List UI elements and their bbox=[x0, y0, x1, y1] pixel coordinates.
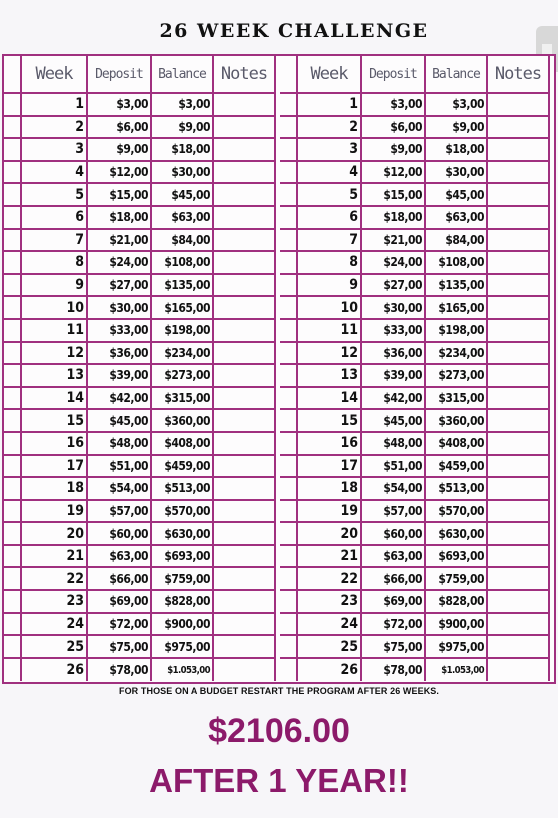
balance-amount: $84,00 bbox=[426, 230, 488, 253]
deposit-amount: $54,00 bbox=[88, 478, 152, 501]
notes-cell bbox=[488, 456, 550, 479]
deposit-amount: $27,00 bbox=[88, 275, 152, 298]
row-gutter bbox=[4, 297, 22, 320]
row-gutter bbox=[4, 117, 22, 140]
notes-cell bbox=[214, 456, 276, 479]
row-gutter bbox=[280, 207, 298, 230]
balance-amount: $759,00 bbox=[152, 568, 214, 591]
notes-cell bbox=[214, 297, 276, 320]
notes-cell bbox=[214, 275, 276, 298]
row-gutter bbox=[4, 252, 22, 275]
week-number: 19 bbox=[22, 501, 88, 524]
deposit-amount: $51,00 bbox=[362, 456, 426, 479]
footnote: FOR THOSE ON A BUDGET RESTART THE PROGRAM AFTER 26 WEEKS. bbox=[118, 686, 440, 696]
row-gutter bbox=[4, 523, 22, 546]
notes-cell bbox=[488, 230, 550, 253]
deposit-amount: $72,00 bbox=[362, 614, 426, 637]
balance-amount: $198,00 bbox=[426, 320, 488, 343]
week-number: 20 bbox=[298, 523, 362, 546]
deposit-amount: $48,00 bbox=[362, 433, 426, 456]
notes-cell bbox=[214, 546, 276, 569]
balance-amount: $30,00 bbox=[152, 162, 214, 185]
row-gutter bbox=[280, 478, 298, 501]
balance-amount: $315,00 bbox=[426, 388, 488, 411]
balance-amount: $108,00 bbox=[426, 252, 488, 275]
week-number: 4 bbox=[22, 162, 88, 185]
deposit-amount: $33,00 bbox=[362, 320, 426, 343]
deposit-amount: $42,00 bbox=[88, 388, 152, 411]
table-right-half bbox=[280, 56, 554, 682]
notes-cell bbox=[214, 139, 276, 162]
deposit-amount: $45,00 bbox=[362, 410, 426, 433]
notes-cell bbox=[488, 591, 550, 614]
notes-cell bbox=[488, 275, 550, 298]
deposit-amount: $60,00 bbox=[88, 523, 152, 546]
week-number: 16 bbox=[298, 433, 362, 456]
week-number: 24 bbox=[298, 614, 362, 637]
row-gutter bbox=[4, 320, 22, 343]
column-header-week: Week bbox=[298, 56, 362, 94]
row-gutter bbox=[4, 343, 22, 366]
notes-cell bbox=[488, 659, 550, 682]
notes-cell bbox=[488, 184, 550, 207]
row-gutter bbox=[4, 614, 22, 637]
week-number: 11 bbox=[298, 320, 362, 343]
week-number: 11 bbox=[22, 320, 88, 343]
week-number: 8 bbox=[22, 252, 88, 275]
balance-amount: $828,00 bbox=[426, 591, 488, 614]
balance-amount: $18,00 bbox=[152, 139, 214, 162]
row-gutter bbox=[280, 343, 298, 366]
week-number: 23 bbox=[298, 591, 362, 614]
balance-amount: $63,00 bbox=[426, 207, 488, 230]
row-gutter bbox=[4, 478, 22, 501]
notes-cell bbox=[488, 207, 550, 230]
notes-cell bbox=[488, 365, 550, 388]
deposit-amount: $12,00 bbox=[88, 162, 152, 185]
notes-cell bbox=[214, 568, 276, 591]
row-gutter bbox=[4, 230, 22, 253]
row-gutter bbox=[280, 388, 298, 411]
notes-cell bbox=[214, 591, 276, 614]
balance-amount: $30,00 bbox=[426, 162, 488, 185]
week-number: 5 bbox=[298, 184, 362, 207]
week-number: 1 bbox=[22, 94, 88, 117]
balance-amount: $3,00 bbox=[152, 94, 214, 117]
week-number: 3 bbox=[298, 139, 362, 162]
notes-cell bbox=[488, 410, 550, 433]
row-gutter bbox=[4, 275, 22, 298]
row-gutter bbox=[4, 456, 22, 479]
balance-amount: $273,00 bbox=[152, 365, 214, 388]
row-gutter bbox=[280, 56, 298, 94]
deposit-amount: $54,00 bbox=[362, 478, 426, 501]
deposit-amount: $63,00 bbox=[88, 546, 152, 569]
notes-cell bbox=[488, 139, 550, 162]
notes-cell bbox=[488, 162, 550, 185]
week-number: 15 bbox=[298, 410, 362, 433]
deposit-amount: $39,00 bbox=[362, 365, 426, 388]
balance-amount: $9,00 bbox=[152, 117, 214, 140]
deposit-amount: $66,00 bbox=[88, 568, 152, 591]
page-title: 26 WEEK CHALLENGE bbox=[159, 20, 429, 42]
week-number: 4 bbox=[298, 162, 362, 185]
row-gutter bbox=[280, 614, 298, 637]
notes-cell bbox=[488, 546, 550, 569]
balance-amount: $45,00 bbox=[152, 184, 214, 207]
column-header-deposit: Deposit bbox=[362, 56, 426, 94]
total-caption: AFTER 1 YEAR!! bbox=[149, 762, 409, 799]
row-gutter bbox=[4, 433, 22, 456]
notes-cell bbox=[214, 636, 276, 659]
row-gutter bbox=[280, 117, 298, 140]
balance-amount: $630,00 bbox=[152, 523, 214, 546]
notes-cell bbox=[488, 636, 550, 659]
week-number: 12 bbox=[22, 343, 88, 366]
balance-amount: $63,00 bbox=[152, 207, 214, 230]
week-number: 23 bbox=[22, 591, 88, 614]
notes-cell bbox=[488, 297, 550, 320]
week-number: 6 bbox=[22, 207, 88, 230]
week-number: 1 bbox=[298, 94, 362, 117]
deposit-amount: $57,00 bbox=[362, 501, 426, 524]
row-gutter bbox=[280, 433, 298, 456]
week-number: 5 bbox=[22, 184, 88, 207]
deposit-amount: $18,00 bbox=[88, 207, 152, 230]
notes-cell bbox=[488, 614, 550, 637]
balance-amount: $273,00 bbox=[426, 365, 488, 388]
balance-amount: $234,00 bbox=[152, 343, 214, 366]
week-number: 20 bbox=[22, 523, 88, 546]
row-gutter bbox=[280, 636, 298, 659]
deposit-amount: $27,00 bbox=[362, 275, 426, 298]
week-number: 21 bbox=[22, 546, 88, 569]
row-gutter bbox=[280, 184, 298, 207]
row-gutter bbox=[280, 659, 298, 682]
week-number: 13 bbox=[22, 365, 88, 388]
week-number: 26 bbox=[298, 659, 362, 682]
balance-amount: $693,00 bbox=[426, 546, 488, 569]
notes-cell bbox=[214, 659, 276, 682]
notes-cell bbox=[214, 252, 276, 275]
balance-amount: $570,00 bbox=[152, 501, 214, 524]
deposit-amount: $18,00 bbox=[362, 207, 426, 230]
balance-amount: $1.053,00 bbox=[426, 659, 488, 682]
notes-cell bbox=[214, 388, 276, 411]
notes-cell bbox=[214, 162, 276, 185]
week-number: 9 bbox=[22, 275, 88, 298]
row-gutter bbox=[280, 297, 298, 320]
balance-amount: $828,00 bbox=[152, 591, 214, 614]
balance-amount: $108,00 bbox=[152, 252, 214, 275]
deposit-amount: $63,00 bbox=[362, 546, 426, 569]
balance-amount: $198,00 bbox=[152, 320, 214, 343]
week-number: 13 bbox=[298, 365, 362, 388]
balance-amount: $900,00 bbox=[426, 614, 488, 637]
deposit-amount: $51,00 bbox=[88, 456, 152, 479]
notes-cell bbox=[214, 94, 276, 117]
deposit-amount: $66,00 bbox=[362, 568, 426, 591]
balance-amount: $45,00 bbox=[426, 184, 488, 207]
deposit-amount: $15,00 bbox=[362, 184, 426, 207]
row-gutter bbox=[4, 591, 22, 614]
row-gutter bbox=[4, 410, 22, 433]
deposit-amount: $21,00 bbox=[362, 230, 426, 253]
deposit-amount: $24,00 bbox=[88, 252, 152, 275]
balance-amount: $408,00 bbox=[426, 433, 488, 456]
balance-amount: $975,00 bbox=[152, 636, 214, 659]
week-number: 2 bbox=[298, 117, 362, 140]
deposit-amount: $39,00 bbox=[88, 365, 152, 388]
balance-amount: $459,00 bbox=[152, 456, 214, 479]
deposit-amount: $21,00 bbox=[88, 230, 152, 253]
week-number: 17 bbox=[298, 456, 362, 479]
row-gutter bbox=[280, 591, 298, 614]
row-gutter bbox=[4, 636, 22, 659]
week-number: 7 bbox=[298, 230, 362, 253]
balance-amount: $459,00 bbox=[426, 456, 488, 479]
week-number: 18 bbox=[298, 478, 362, 501]
deposit-amount: $60,00 bbox=[362, 523, 426, 546]
balance-amount: $759,00 bbox=[426, 568, 488, 591]
balance-amount: $9,00 bbox=[426, 117, 488, 140]
notes-cell bbox=[214, 501, 276, 524]
notes-cell bbox=[214, 478, 276, 501]
row-gutter bbox=[4, 659, 22, 682]
deposit-amount: $15,00 bbox=[88, 184, 152, 207]
balance-amount: $513,00 bbox=[426, 478, 488, 501]
deposit-amount: $3,00 bbox=[362, 94, 426, 117]
balance-amount: $693,00 bbox=[152, 546, 214, 569]
balance-amount: $570,00 bbox=[426, 501, 488, 524]
deposit-amount: $33,00 bbox=[88, 320, 152, 343]
balance-amount: $975,00 bbox=[426, 636, 488, 659]
week-number: 6 bbox=[298, 207, 362, 230]
deposit-amount: $9,00 bbox=[362, 139, 426, 162]
notes-cell bbox=[214, 523, 276, 546]
notes-cell bbox=[214, 365, 276, 388]
row-gutter bbox=[4, 207, 22, 230]
week-number: 24 bbox=[22, 614, 88, 637]
notes-cell bbox=[488, 523, 550, 546]
row-gutter bbox=[280, 365, 298, 388]
week-number: 14 bbox=[298, 388, 362, 411]
row-gutter bbox=[280, 523, 298, 546]
row-gutter bbox=[4, 162, 22, 185]
balance-amount: $513,00 bbox=[152, 478, 214, 501]
deposit-amount: $36,00 bbox=[362, 343, 426, 366]
notes-cell bbox=[488, 568, 550, 591]
deposit-amount: $78,00 bbox=[88, 659, 152, 682]
balance-amount: $165,00 bbox=[152, 297, 214, 320]
challenge-table bbox=[2, 54, 556, 684]
week-number: 18 bbox=[22, 478, 88, 501]
deposit-amount: $72,00 bbox=[88, 614, 152, 637]
balance-amount: $135,00 bbox=[426, 275, 488, 298]
balance-amount: $234,00 bbox=[426, 343, 488, 366]
row-gutter bbox=[280, 252, 298, 275]
week-number: 25 bbox=[22, 636, 88, 659]
deposit-amount: $57,00 bbox=[88, 501, 152, 524]
deposit-amount: $45,00 bbox=[88, 410, 152, 433]
deposit-amount: $78,00 bbox=[362, 659, 426, 682]
row-gutter bbox=[280, 275, 298, 298]
notes-cell bbox=[214, 614, 276, 637]
row-gutter bbox=[4, 501, 22, 524]
row-gutter bbox=[4, 139, 22, 162]
deposit-amount: $48,00 bbox=[88, 433, 152, 456]
week-number: 21 bbox=[298, 546, 362, 569]
balance-amount: $360,00 bbox=[426, 410, 488, 433]
balance-amount: $360,00 bbox=[152, 410, 214, 433]
notes-cell bbox=[214, 184, 276, 207]
row-gutter bbox=[280, 410, 298, 433]
row-gutter bbox=[4, 388, 22, 411]
notes-cell bbox=[214, 117, 276, 140]
week-number: 14 bbox=[22, 388, 88, 411]
balance-amount: $3,00 bbox=[426, 94, 488, 117]
balance-amount: $1.053,00 bbox=[152, 659, 214, 682]
notes-cell bbox=[488, 388, 550, 411]
row-gutter bbox=[280, 162, 298, 185]
week-number: 2 bbox=[22, 117, 88, 140]
row-gutter bbox=[4, 365, 22, 388]
column-header-notes: Notes bbox=[488, 56, 550, 94]
balance-amount: $315,00 bbox=[152, 388, 214, 411]
row-gutter bbox=[280, 546, 298, 569]
deposit-amount: $75,00 bbox=[362, 636, 426, 659]
deposit-amount: $24,00 bbox=[362, 252, 426, 275]
column-header-notes: Notes bbox=[214, 56, 276, 94]
column-header-deposit: Deposit bbox=[88, 56, 152, 94]
row-gutter bbox=[280, 94, 298, 117]
notes-cell bbox=[214, 320, 276, 343]
balance-amount: $84,00 bbox=[152, 230, 214, 253]
balance-amount: $900,00 bbox=[152, 614, 214, 637]
row-gutter bbox=[280, 456, 298, 479]
deposit-amount: $30,00 bbox=[362, 297, 426, 320]
notes-cell bbox=[488, 252, 550, 275]
row-gutter bbox=[4, 94, 22, 117]
week-number: 10 bbox=[298, 297, 362, 320]
week-number: 7 bbox=[22, 230, 88, 253]
deposit-amount: $30,00 bbox=[88, 297, 152, 320]
column-header-balance: Balance bbox=[426, 56, 488, 94]
deposit-amount: $75,00 bbox=[88, 636, 152, 659]
deposit-amount: $9,00 bbox=[88, 139, 152, 162]
notes-cell bbox=[488, 94, 550, 117]
deposit-amount: $69,00 bbox=[362, 591, 426, 614]
deposit-amount: $12,00 bbox=[362, 162, 426, 185]
column-header-balance: Balance bbox=[152, 56, 214, 94]
deposit-amount: $3,00 bbox=[88, 94, 152, 117]
balance-amount: $630,00 bbox=[426, 523, 488, 546]
total-amount: $2106.00 bbox=[208, 712, 350, 750]
week-number: 8 bbox=[298, 252, 362, 275]
deposit-amount: $6,00 bbox=[88, 117, 152, 140]
balance-amount: $165,00 bbox=[426, 297, 488, 320]
row-gutter bbox=[4, 568, 22, 591]
deposit-amount: $69,00 bbox=[88, 591, 152, 614]
row-gutter bbox=[4, 546, 22, 569]
notes-cell bbox=[488, 433, 550, 456]
balance-amount: $18,00 bbox=[426, 139, 488, 162]
notes-cell bbox=[214, 410, 276, 433]
balance-amount: $408,00 bbox=[152, 433, 214, 456]
week-number: 16 bbox=[22, 433, 88, 456]
week-number: 15 bbox=[22, 410, 88, 433]
week-number: 17 bbox=[22, 456, 88, 479]
deposit-amount: $36,00 bbox=[88, 343, 152, 366]
notes-cell bbox=[488, 343, 550, 366]
deposit-amount: $6,00 bbox=[362, 117, 426, 140]
notes-cell bbox=[214, 343, 276, 366]
notes-cell bbox=[488, 117, 550, 140]
row-gutter bbox=[280, 320, 298, 343]
balance-amount: $135,00 bbox=[152, 275, 214, 298]
week-number: 26 bbox=[22, 659, 88, 682]
notes-cell bbox=[488, 320, 550, 343]
row-gutter bbox=[280, 230, 298, 253]
row-gutter bbox=[280, 139, 298, 162]
week-number: 12 bbox=[298, 343, 362, 366]
notes-cell bbox=[488, 501, 550, 524]
row-gutter bbox=[4, 56, 22, 94]
week-number: 25 bbox=[298, 636, 362, 659]
week-number: 3 bbox=[22, 139, 88, 162]
row-gutter bbox=[4, 184, 22, 207]
table-left-half bbox=[4, 56, 280, 682]
week-number: 22 bbox=[298, 568, 362, 591]
week-number: 22 bbox=[22, 568, 88, 591]
week-number: 9 bbox=[298, 275, 362, 298]
deposit-amount: $42,00 bbox=[362, 388, 426, 411]
week-number: 19 bbox=[298, 501, 362, 524]
notes-cell bbox=[214, 433, 276, 456]
notes-cell bbox=[214, 207, 276, 230]
column-header-week: Week bbox=[22, 56, 88, 94]
notes-cell bbox=[488, 478, 550, 501]
row-gutter bbox=[280, 501, 298, 524]
week-number: 10 bbox=[22, 297, 88, 320]
notes-cell bbox=[214, 230, 276, 253]
row-gutter bbox=[280, 568, 298, 591]
